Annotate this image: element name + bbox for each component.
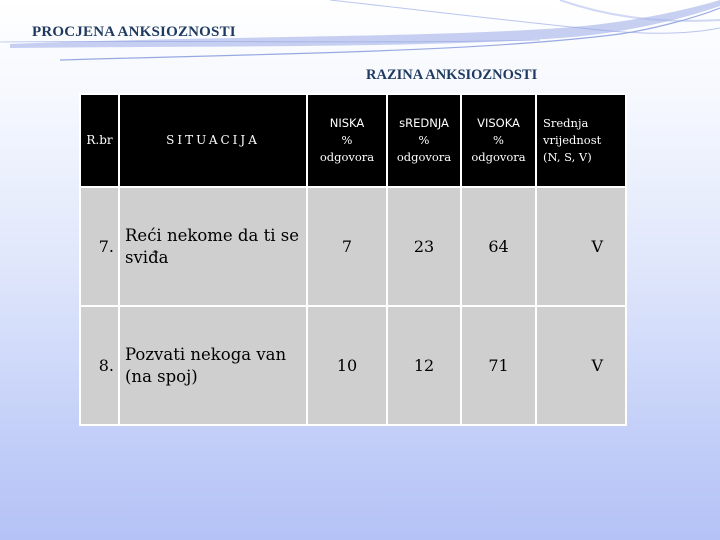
row-visoka-value: 71 [461, 306, 536, 425]
header-niska-unit: % [341, 133, 353, 148]
header-situacija: SITUACIJA [119, 94, 307, 187]
row-mean-value: V [536, 187, 626, 306]
header-mean-line2: vrijednost [543, 133, 602, 148]
header-visoka-word: odgovora [471, 149, 526, 164]
table-caption: RAZINA ANKSIOZNOSTI [366, 67, 538, 83]
header-srednja-unit: % [418, 133, 430, 148]
row-niska-value: 10 [307, 306, 387, 425]
header-mean-line3: (N, S, V) [543, 149, 592, 164]
row-srednja-value: 12 [387, 306, 461, 425]
row-niska-value: 7 [307, 187, 387, 306]
header-niska-word: odgovora [319, 149, 375, 164]
header-srednja-word: odgovora [396, 149, 452, 164]
header-mean [536, 94, 626, 187]
row-number: 7. [80, 187, 119, 306]
header-row [80, 94, 626, 187]
row-situation: Pozvati nekoga van (na spoj) [119, 306, 307, 425]
header-visoka-unit: % [493, 133, 504, 148]
header-rbr: R.br [80, 94, 119, 187]
row-mean-value: V [536, 306, 626, 425]
table-row [80, 306, 626, 425]
header-niska-level: NISKA [329, 116, 365, 131]
table-row [80, 187, 626, 306]
header-mean-line1: Srednja [543, 116, 589, 131]
header-srednja-level: sREDNJA [399, 116, 449, 131]
row-visoka-value: 64 [461, 187, 536, 306]
page-title: PROCJENA ANKSIOZNOSTI [32, 24, 236, 40]
header-niska [307, 94, 387, 187]
header-visoka-level: VISOKA [477, 116, 520, 131]
decorative-swoosh [0, 0, 720, 90]
header-srednja [387, 94, 461, 187]
row-situation: Reći nekome da ti se sviđa [119, 187, 307, 306]
row-srednja-value: 23 [387, 187, 461, 306]
anxiety-table [79, 93, 627, 426]
row-number: 8. [80, 306, 119, 425]
header-visoka [461, 94, 536, 187]
